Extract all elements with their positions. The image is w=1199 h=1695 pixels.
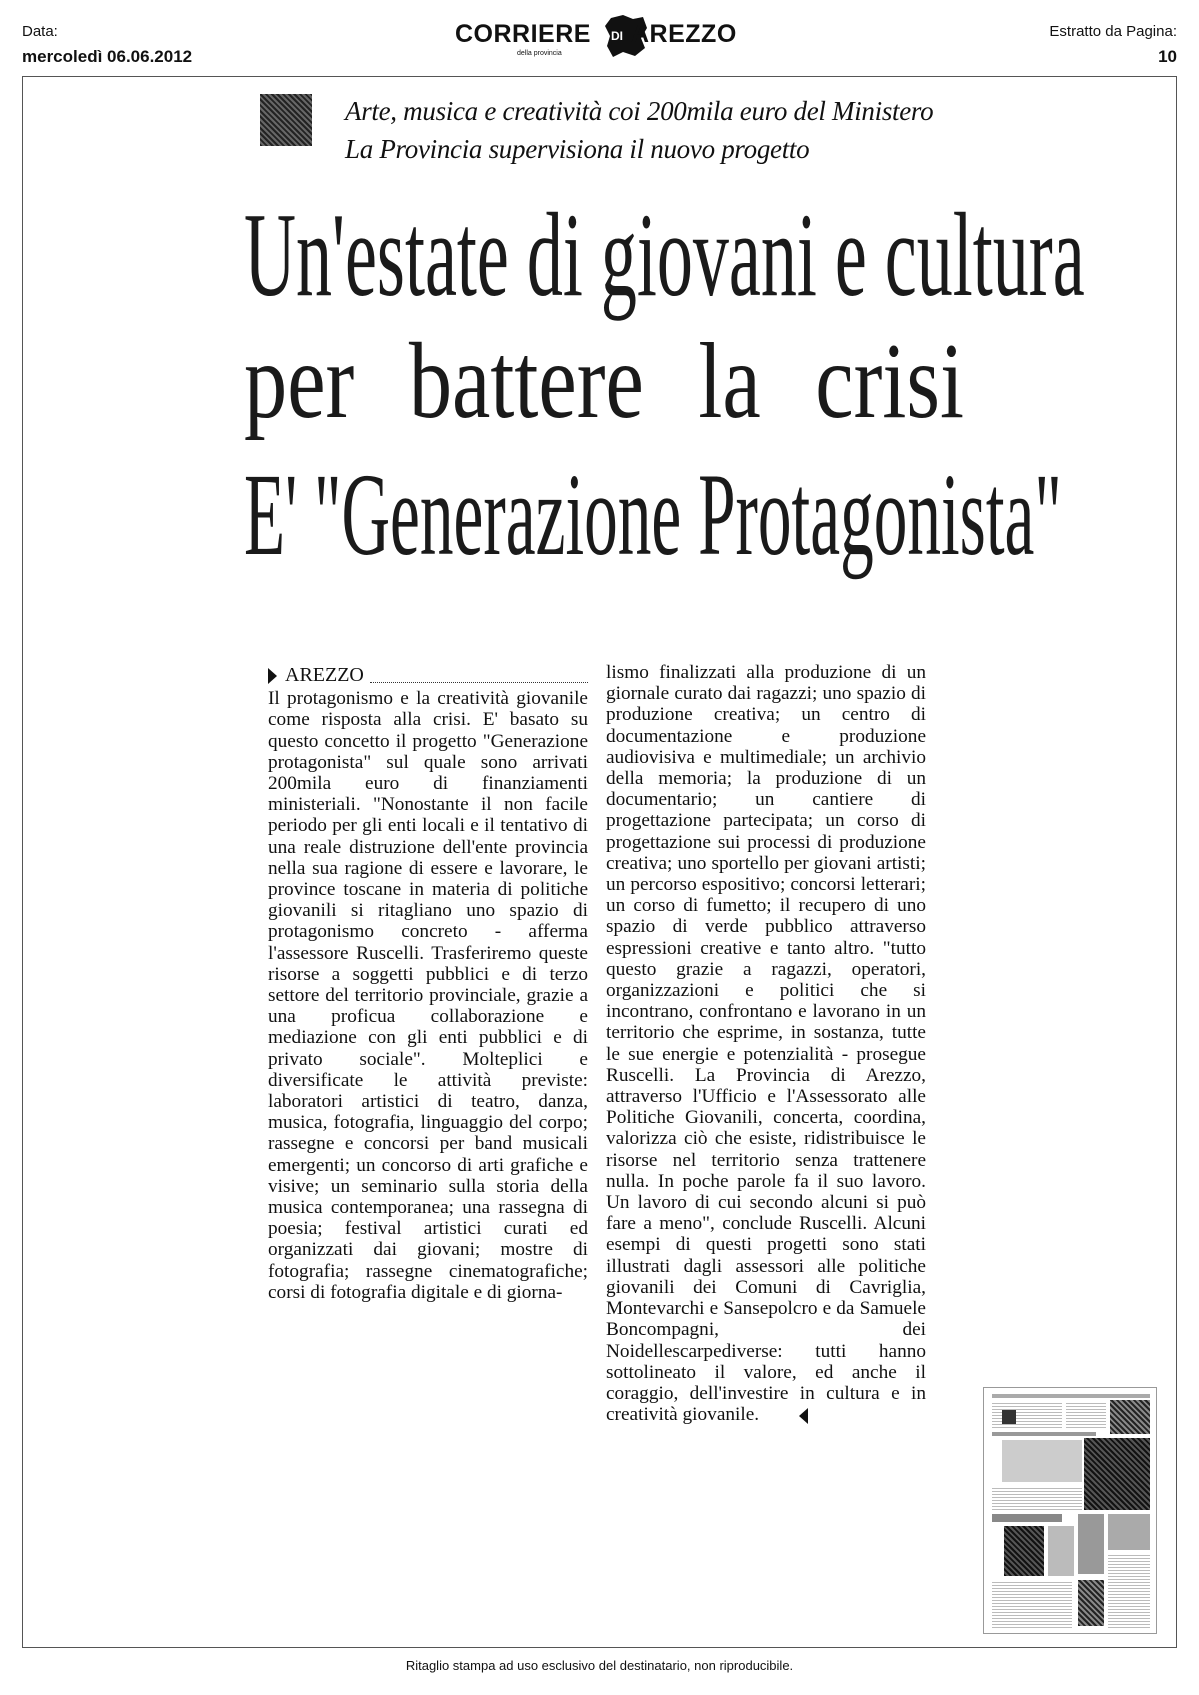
column-1-text: Il protagonismo e la creatività giovanile come risposta alla crisi. E' basato su questo concetto il progetto "Generazione protagonista" sul quale sono arrivati 200mila euro di finanziamenti ministeriali. "Nonostante il non facile periodo per gli enti locali e il tentativo di una reale distruzione dell'ente provincia nella sua ragione di essere e lavorare, le province toscane in materia di politiche giovanili si ritagliano uno spazio di protagonismo concreto - afferma l'assessore Ruscelli. Trasferiremo queste risorse a soggetti pubblici e di terzo settore del territorio provinciale, grazie a una proficua collaborazione e mediazione con gli enti pubblici e di privato sociale". Molteplici e diversificate le attività previste: laboratori artistici di teatro, danza, musica, fotografia, linguaggio del corpo; rassegne e concorsi per band musicali emergenti; un concorso di arti grafiche e visive; un seminario sulla storia della musica contemporanea; una rassegna di poesia; festival artistici curati ed organizzati dai giovani; mostre di fotografia; rassegne cinematografiche; corsi di fotografia digitale e di giorna- [268,688,588,1303]
dateline-triangle-icon [268,668,277,684]
header-page [1049,22,1177,68]
dateline [268,665,588,686]
masthead-logo [455,14,745,64]
dateline-rule [370,668,588,683]
date-label: Data: [22,23,58,40]
kicker-line-1: Arte, musica e creatività coi 200mila euro del Ministero [345,96,934,126]
end-mark-icon [799,1408,808,1424]
dateline-text: AREZZO [285,664,364,686]
article-column-2 [606,662,926,1425]
photo-placeholder [260,94,312,146]
page-number: 10 [1158,47,1177,66]
masthead-subtitle: della provincia [517,50,562,57]
article-column-1 [268,665,588,1303]
masthead-brand-mid: DI [611,29,623,43]
kicker-line-2: La Provincia supervisiona il nuovo progetto [345,134,810,164]
page-label: Estratto da Pagina: [1049,23,1177,40]
header-date [22,22,192,68]
masthead-brand-right: AREZZO [631,20,737,48]
masthead-brand-left: CORRIERE [455,20,591,48]
headline-line-3: E' "Generazione Protagonista" [244,449,1062,580]
page-thumbnail [983,1387,1157,1634]
article-headline [244,188,1085,580]
date-value: mercoledì 06.06.2012 [22,47,193,66]
copyright-notice: Ritaglio stampa ad uso esclusivo del destinatario, non riproducibile. [405,1658,794,1673]
column-2-text: lismo finalizzati alla produzione di un giornale curato dai ragazzi; uno spazio di produzione creativa; un centro di documentazione e produzione audiovisiva e multimediale; un archivio della memoria; la produzione di un documentario; un cantiere di progettazione partecipata; un corso di progettazione sui processi di produzione creativa; uno sportello per giovani artisti; un percorso espositivo; concorsi letterari; un corso di fumetto; il recupero di uno spazio di verde pubblico attraverso espressioni creative e tanto altro. "tutto questo grazie a ragazzi, operatori, organizzazioni e politici che si incontrano, confrontano e lavorano in un territorio che esprime, in sostanza, tutte le sue energie e potenzialità - prosegue Ruscelli. La Provincia di Arezzo, attraverso l'Ufficio e l'Assessorato alle Politiche Giovanili, concerta, coordina, valorizza ciò che esiste, ridistribuisce le risorse nel territorio senza trattenere nulla. In poche parole fa il suo lavoro. Un lavoro di cui secondo alcuni si può fare a meno", conclude Ruscelli. Alcuni esempi di questi progetti sono stati illustrati dagli assessori alle politiche giovanili dei Comuni di Cavriglia, Montevarchi e Sansepolcro e da Samuele Boncompagni, dei Noidellescarpediverse: tutti hanno sottolineato il valore, ed anche il coraggio, dell'investire in cultura e in creatività giovanile. [606,662,926,1426]
headline-line-2: per battere la crisi [244,322,964,441]
headline-line-1: Un'estate di giovani e cultura [244,188,1085,321]
article-kicker [345,92,933,168]
